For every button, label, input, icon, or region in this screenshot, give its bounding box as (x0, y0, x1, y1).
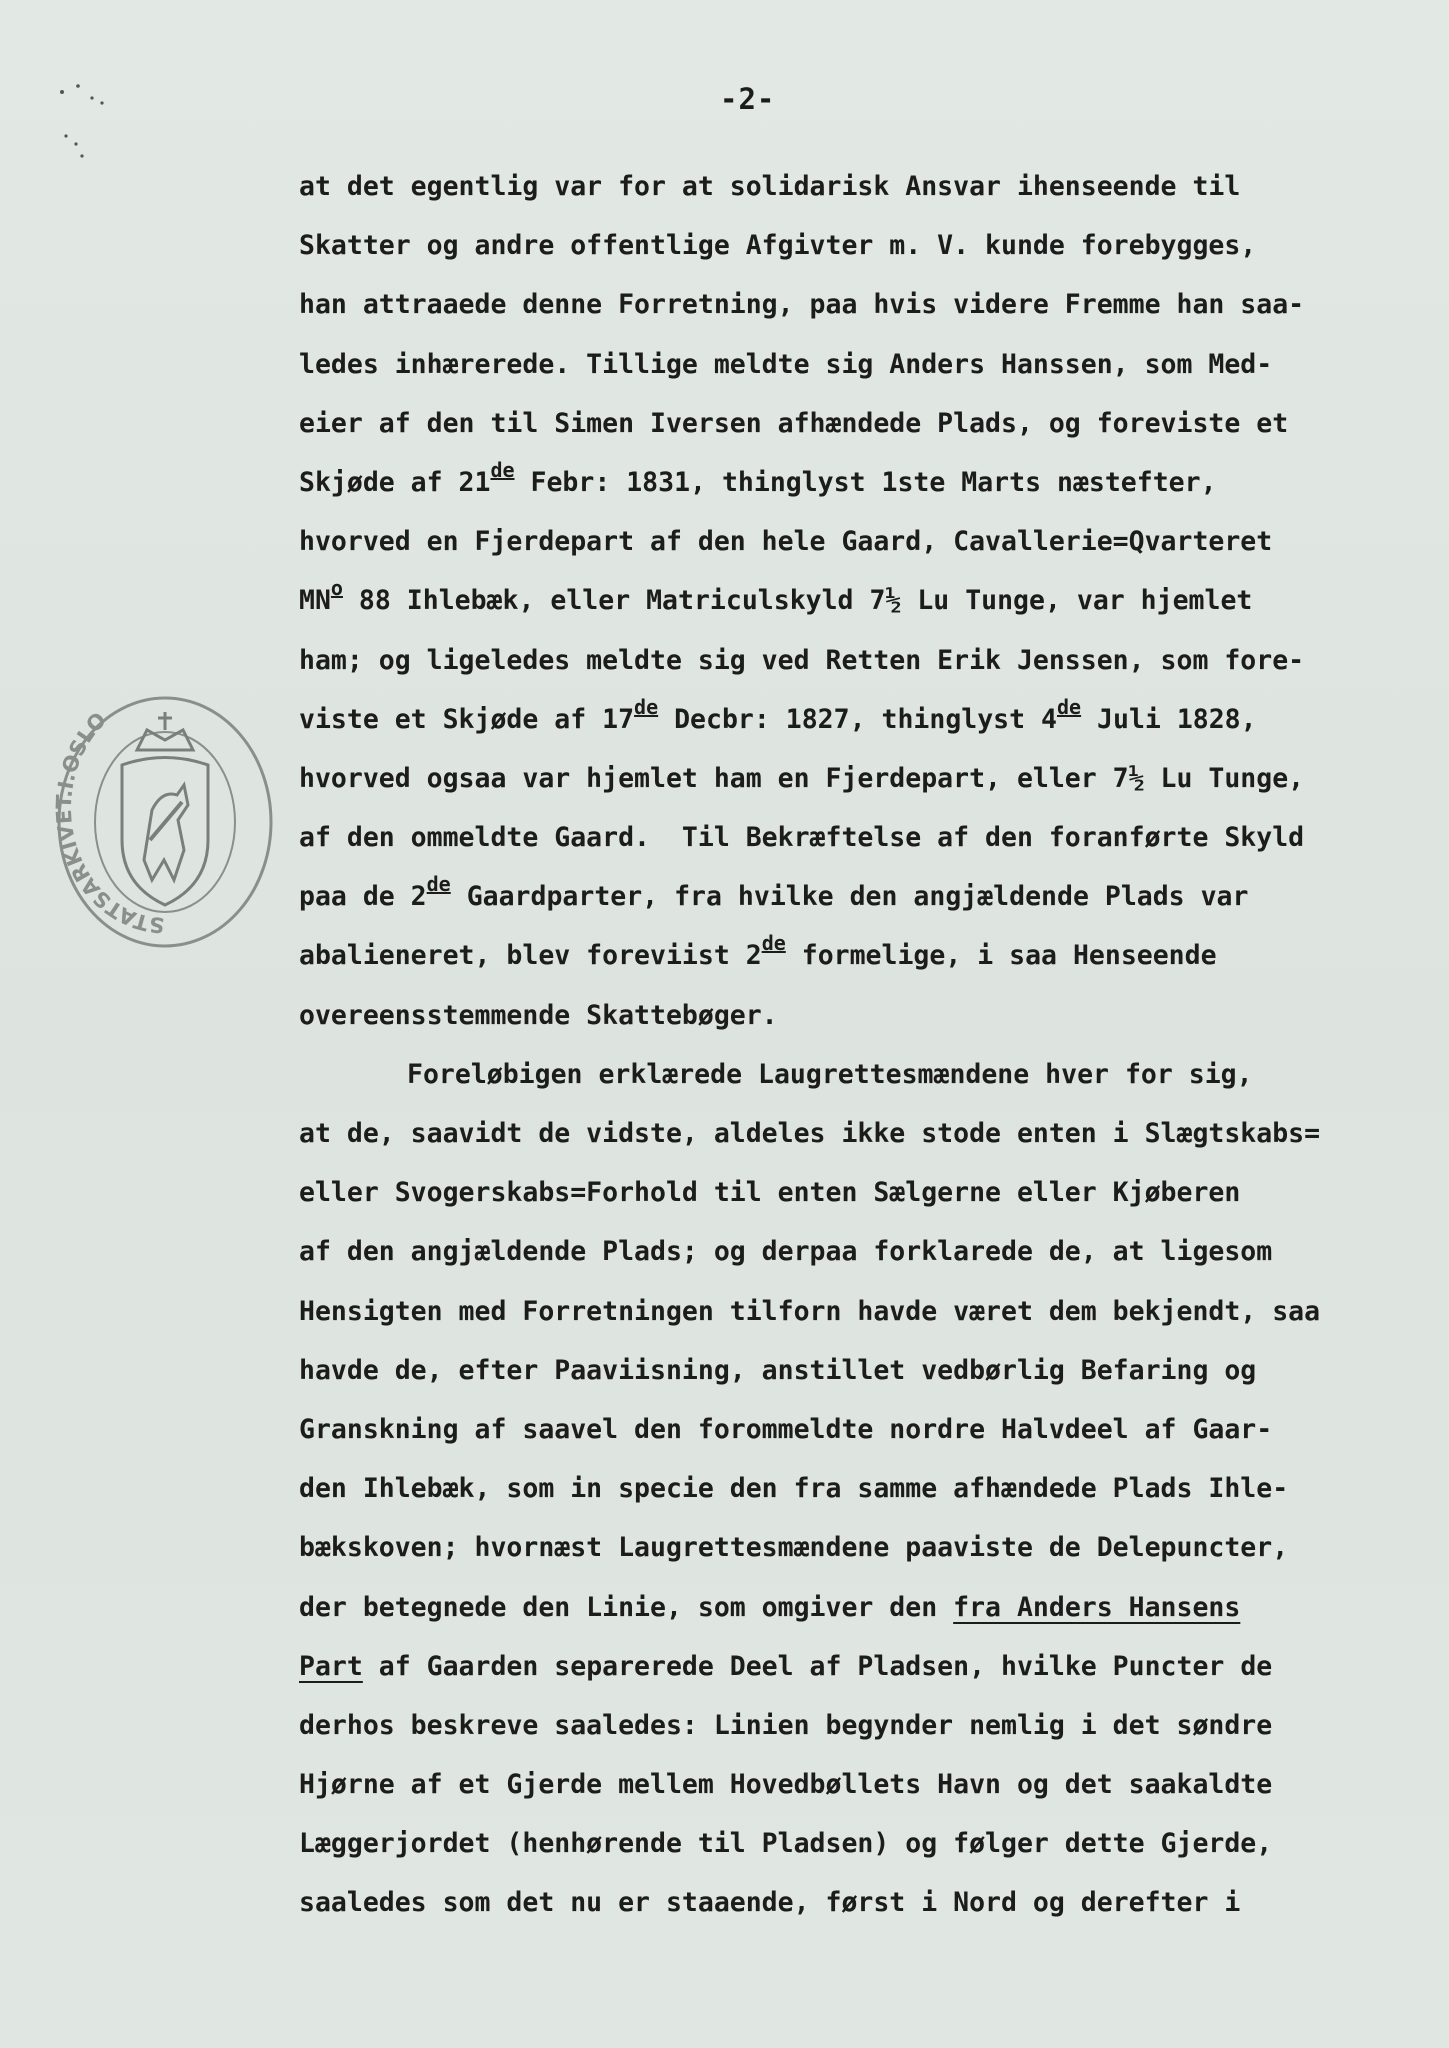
archive-seal-stamp (52, 690, 278, 954)
text-line (299, 926, 1439, 985)
text-line: ham; og ligeledes meldte sig ved Retten Erik Jenssen, som fore- (299, 644, 1305, 676)
text-line: Læggerjordet (henhørende til Pladsen) og følger dette Gjerde, (299, 1828, 1273, 1860)
superscript: de (1057, 694, 1082, 719)
text-line: derhos beskreve saaledes: Linien begynder nemlig i det søndre (299, 1709, 1273, 1741)
text-line: at de, saavidt de vidste, aldeles ikke stode enten i Slægtskabs= (299, 1118, 1321, 1149)
text-line: eier af den til Simen Iversen afhændede Plads, og foreviste et (299, 407, 1289, 439)
text-line: eller Svogerskabs=Forhold til enten Sælgerne eller Kjøberen (299, 1177, 1241, 1209)
text-segment: 88 Ihlebæk, eller Matriculskyld 7½ Lu Tunge, var hjemlet (342, 585, 1253, 617)
text-line: Foreløbigen erklærede Laugrettesmændene hver for sig, (407, 1058, 1253, 1090)
text-segment: formelige, i saa Henseende (785, 940, 1217, 972)
text-segment: abalieneret, blev foreviist 2 (299, 940, 762, 972)
text-line: bækskoven; hvornæst Laugrettesmændene paaviste de Delepuncter, (299, 1532, 1289, 1564)
seal-text-path: STATSARKIVET.I.OSLO (52, 707, 166, 938)
text-line (299, 690, 1439, 749)
text-line: overeensstemmende Skattebøger. (299, 999, 778, 1031)
text-line: hvorved en Fjerdepart af den hele Gaard, Cavallerie=Qvarteret (299, 526, 1273, 558)
speck-marks (58, 78, 118, 168)
text-line (299, 867, 1439, 926)
text-line: hvorved ogsaa var hjemlet ham en Fjerdepart, eller 7½ Lu Tunge, (299, 762, 1305, 794)
superscript: de (634, 694, 659, 719)
text-line: Hensigten med Forretningen tilforn havde været dem bekjendt, saa (299, 1295, 1321, 1327)
page-number: -2- (720, 82, 776, 116)
text-line (299, 1637, 1439, 1696)
text-segment: af Gaarden separerede Deel af Pladsen, hvilke Puncter de (362, 1650, 1273, 1682)
text-line (299, 1578, 1439, 1637)
text-segment: Skjøde af 21 (299, 466, 491, 498)
text-segment: Febr: 1831, thinglyst 1ste Marts næstefter, (514, 466, 1217, 498)
text-line: Granskning af saavel den forommeldte nordre Halvdeel af Gaar- (299, 1413, 1273, 1445)
superscript: de (426, 872, 451, 897)
text-line: den Ihlebæk, som in specie den fra samme afhændede Plads Ihle- (299, 1473, 1289, 1505)
underlined-text: Part (299, 1650, 363, 1682)
text-line: af den angjældende Plads; og derpaa forklarede de, at ligesom (299, 1236, 1273, 1268)
text-segment: paa de 2 (299, 881, 427, 913)
text-line: han attraaede denne Forretning, paa hvis videre Fremme han saa- (299, 289, 1305, 321)
superscript: de (490, 457, 515, 482)
text-line (299, 453, 1439, 512)
text-line: af den ommeldte Gaard. Til Bekræftelse af den foranførte Skyld (299, 822, 1305, 854)
document-body (299, 157, 1439, 1933)
underlined-text: fra Anders Hansens (953, 1591, 1241, 1623)
superscript: de (761, 931, 786, 956)
text-line: saaledes som det nu er staaende, først i Nord og derefter i (299, 1887, 1241, 1919)
text-line: Hjørne af et Gjerde mellem Hovedbøllets Havn og det saakaldte (299, 1769, 1273, 1801)
text-line: havde de, efter Paaviisning, anstillet vedbørlig Befaring og (299, 1354, 1257, 1386)
text-segment: Juli 1828, (1081, 703, 1257, 735)
text-segment: Decbr: 1827, thinglyst 4 (658, 703, 1057, 735)
superscript: o (330, 576, 343, 601)
text-line: Skatter og andre offentlige Afgivter m. V. kunde forebygges, (299, 230, 1257, 262)
text-segment: Gaardparter, fra hvilke den angjældende Plads var (450, 881, 1249, 913)
text-line: at det egentlig var for at solidarisk Ansvar ihenseende til (299, 171, 1241, 202)
text-segment: MN (299, 585, 331, 617)
text-segment: der betegnede den Linie, som omgiver den (299, 1591, 954, 1623)
text-line (299, 571, 1439, 630)
text-line: ledes inhærerede. Tillige meldte sig Anders Hanssen, som Med- (299, 348, 1273, 380)
text-segment: viste et Skjøde af 17 (299, 703, 635, 735)
